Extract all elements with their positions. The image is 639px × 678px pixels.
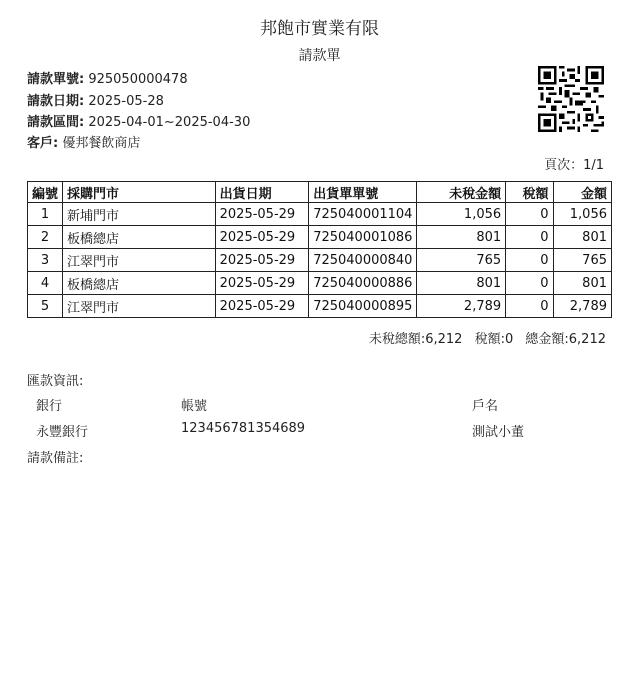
invoice-notes-title: 請款備註: (27, 451, 84, 466)
invoice-date-value: 2025-05-28 (88, 94, 164, 109)
cell-pretax: 2,789 (417, 295, 506, 318)
cell-tax: 0 (506, 295, 553, 318)
company-name: 邦飽市實業有限 (260, 19, 379, 39)
cell-pretax: 1,056 (417, 203, 506, 226)
cell-ship-no: 725040001086 (309, 226, 417, 249)
account-label: 帳號 (181, 399, 208, 414)
pretax-total: 未稅總額:6,212 (368, 332, 463, 347)
column-header-ship-no: 出貨單單號 (309, 182, 417, 203)
column-header-store: 採購門市 (63, 182, 216, 203)
cell-tax: 0 (506, 226, 553, 249)
totals-summary (361, 328, 606, 347)
invoice-number (27, 68, 188, 87)
column-header-tax: 稅額 (506, 182, 553, 203)
cell-no: 3 (28, 249, 63, 272)
cell-ship-date: 2025-05-29 (215, 249, 309, 272)
document-type: 請款單 (298, 48, 341, 64)
invoice-items-table (27, 181, 612, 318)
cell-tax: 0 (506, 203, 553, 226)
invoice-date (27, 90, 164, 109)
cell-tax: 0 (506, 272, 553, 295)
cell-amount: 2,789 (553, 295, 611, 318)
table-row (28, 295, 612, 318)
cell-no: 2 (28, 226, 63, 249)
column-header-pretax: 未稅金額 (417, 182, 506, 203)
column-header-ship-date: 出貨日期 (215, 182, 309, 203)
customer-label: 客戶: (27, 136, 59, 151)
cell-ship-date: 2025-05-29 (215, 272, 309, 295)
customer-value: 優邦餐飲商店 (62, 136, 141, 151)
cell-store: 板橋總店 (63, 272, 216, 295)
table-header-row (28, 182, 612, 203)
account-value: 123456781354689 (181, 421, 306, 436)
cell-no: 4 (28, 272, 63, 295)
cell-store: 新埔門市 (63, 203, 216, 226)
table-row (28, 249, 612, 272)
cell-amount: 801 (553, 226, 611, 249)
invoice-number-value: 925050000478 (88, 72, 188, 87)
cell-amount: 801 (553, 272, 611, 295)
table-row (28, 226, 612, 249)
bank-value: 永豐銀行 (36, 425, 89, 440)
cell-no: 1 (28, 203, 63, 226)
customer (27, 132, 140, 151)
billing-period (27, 111, 250, 130)
qr-code-icon (538, 66, 604, 132)
cell-store: 板橋總店 (63, 226, 216, 249)
cell-store: 江翠門市 (63, 249, 216, 272)
holder-value: 測試小董 (472, 425, 525, 440)
cell-pretax: 801 (417, 226, 506, 249)
cell-ship-no: 725040000886 (309, 272, 417, 295)
cell-amount: 765 (553, 249, 611, 272)
invoice-date-label: 請款日期: (27, 94, 85, 109)
table-row (28, 272, 612, 295)
cell-pretax: 801 (417, 272, 506, 295)
column-header-no: 編號 (28, 182, 63, 203)
cell-ship-date: 2025-05-29 (215, 203, 309, 226)
cell-ship-no: 725040000895 (309, 295, 417, 318)
invoice-number-label: 請款單號: (27, 72, 85, 87)
holder-label: 戶名 (472, 399, 499, 414)
cell-amount: 1,056 (553, 203, 611, 226)
tax-total: 稅額:0 (474, 332, 514, 347)
grand-total: 總金額:6,212 (525, 332, 606, 347)
column-header-amount: 金額 (553, 182, 611, 203)
cell-ship-no: 725040001104 (309, 203, 417, 226)
cell-tax: 0 (506, 249, 553, 272)
remittance-title: 匯款資訊: (27, 374, 84, 389)
cell-store: 江翠門市 (63, 295, 216, 318)
table-row (28, 203, 612, 226)
cell-ship-date: 2025-05-29 (215, 226, 309, 249)
cell-no: 5 (28, 295, 63, 318)
cell-ship-no: 725040000840 (309, 249, 417, 272)
page-number: 頁次：1/1 (544, 158, 604, 173)
billing-period-label: 請款區間: (27, 115, 85, 130)
bank-label: 銀行 (36, 399, 63, 414)
billing-period-value: 2025-04-01~2025-04-30 (88, 115, 251, 130)
cell-pretax: 765 (417, 249, 506, 272)
cell-ship-date: 2025-05-29 (215, 295, 309, 318)
